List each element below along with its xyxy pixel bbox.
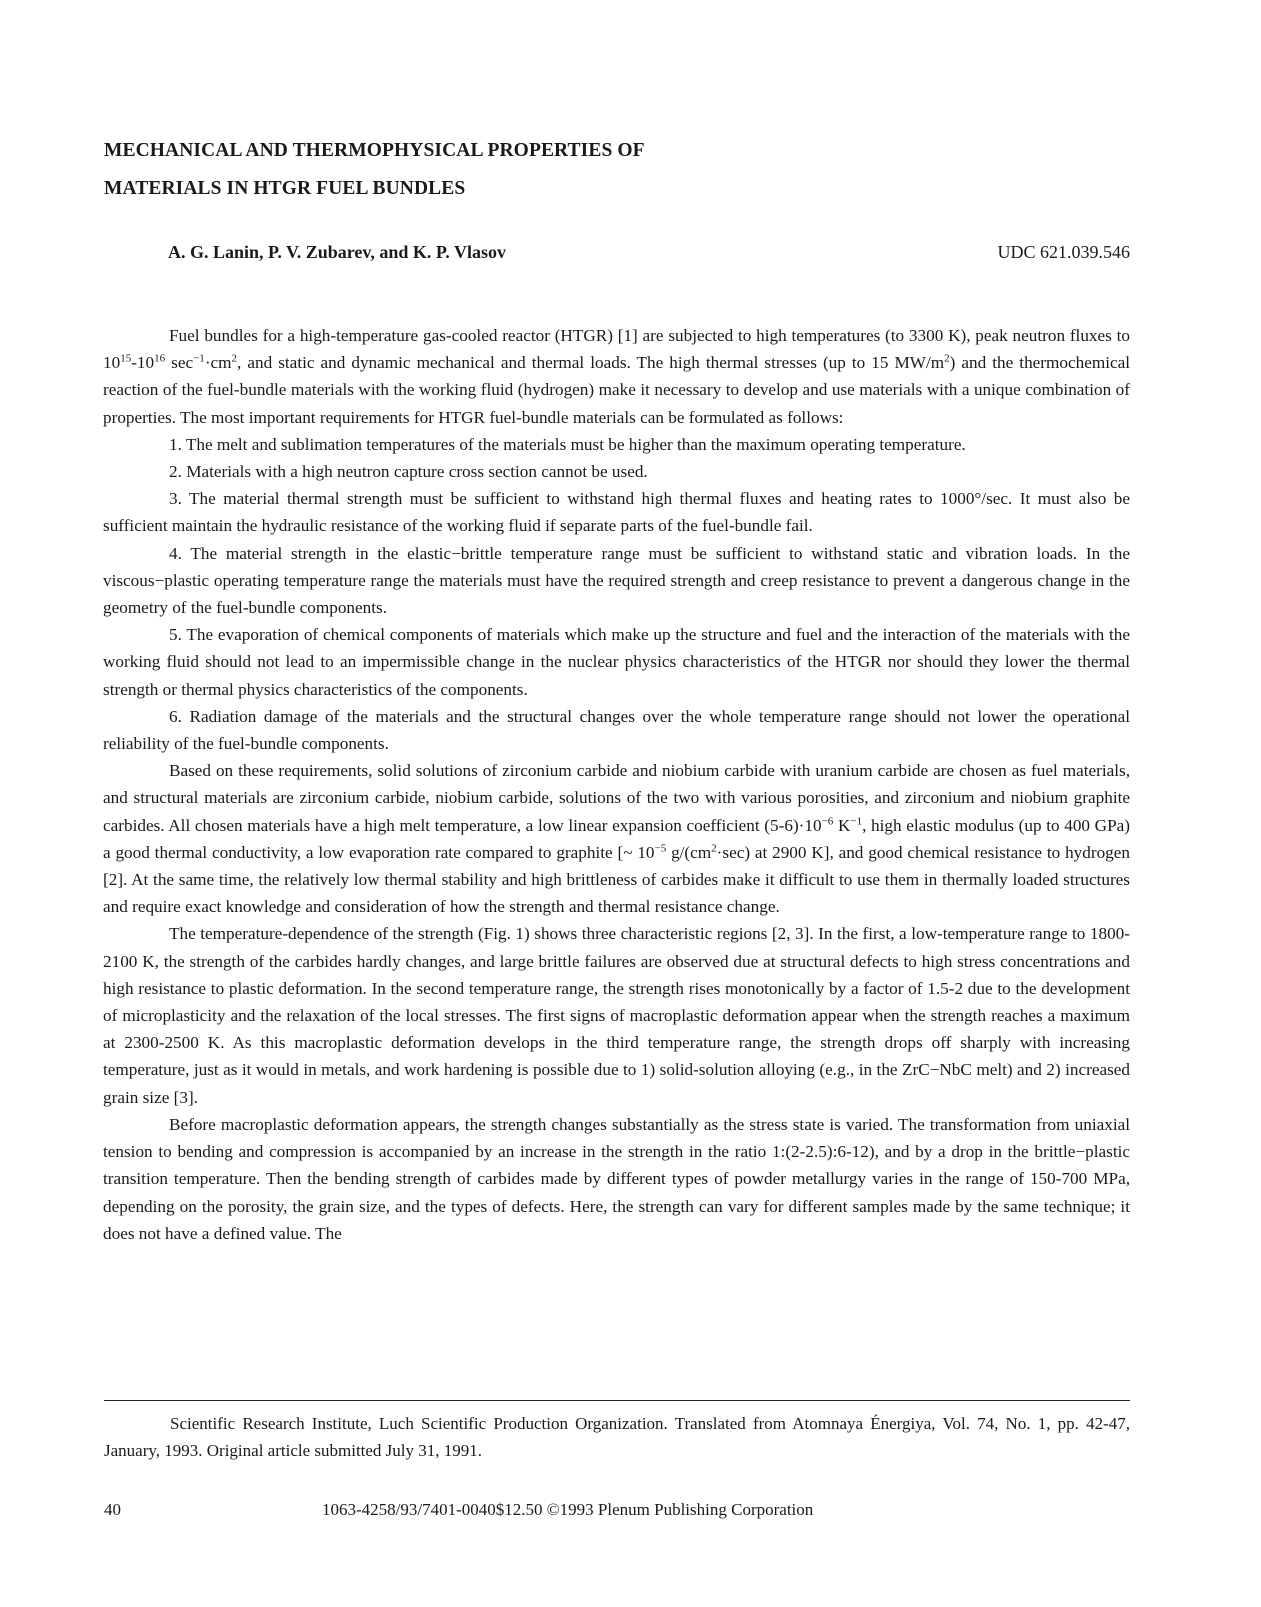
requirement-6: 6. Radiation damage of the materials and the structural changes over the whole temperature range should not lower the operational reliability of the fuel-bundle components. xyxy=(103,706,1130,754)
title-line-1: MECHANICAL AND THERMOPHYSICAL PROPERTIES OF xyxy=(104,140,645,161)
footnote-text: Scientific Research Institute, Luch Scientific Production Organization. Translated from Atomnaya Énergiya, Vol. 74, No. 1, pp. 42-47, January, 1993. Original article submitted July 31, 1991. xyxy=(104,1414,1130,1460)
article-title xyxy=(104,132,864,208)
paragraph-temperature-dependence: The temperature-dependence of the strength (Fig. 1) shows three characteristic regions [2, 3]. In the first, a low-temperature range to 1800-2100 K, the strength of the carbides hardly changes, and large brittle failures are observed due at structural defects to high stress concentrations and high resistance to plastic deformation. In the second temperature range, the strength rises monotonically by a factor of 1.5-2 due to the development of microplasticity and the relaxation of the local stresses. The first signs of macroplastic deformation appear when the strength reaches a maximum at 2300-2500 K. As this macroplastic deformation develops in the third temperature range, the strength drops off sharply with increasing temperature, just as it would in metals, and work hardening is possible due to 1) solid-solution alloying (e.g., in the ZrC−NbC melt) and 2) increased grain size [3]. xyxy=(103,924,1130,1107)
requirement-3: 3. The material thermal strength must be sufficient to withstand high thermal fluxes and heating rates to 1000°/sec. It must also be sufficient maintain the hydraulic resistance of the working fluid if separate parts of the fuel-bundle fail. xyxy=(103,489,1130,536)
requirement-5: 5. The evaporation of chemical components of materials which make up the structure and fuel and the interaction of the materials with the working fluid should not lead to an impermissible change in the nuclear physics characteristics of the HTGR nor should they lower the thermal strength or thermal physics characteristics of the components. xyxy=(103,625,1130,699)
paragraph-materials: Based on these requirements, solid solutions of zirconium carbide and niobium carbide with uranium carbide are chosen as fuel materials, and structural materials are zirconium carbide, niobium carbide, solutions of the two with various porosities, and zirconium and niobium graphite carbides. All chosen materials have a high melt temperature, a low linear expansion coefficient $(5-6)\cdot 10^{-6}$ $K^{-1}$, high elastic modulus (up to 400 GPa) a good thermal conductivity, a low evaporation rate compared to graphite [~ $10^{-5}$ $g/(cm^2\cdot\sec)$ at 2900 K], and good chemical resistance to hydrogen [2]. At the same time, the relatively low thermal stability and high brittleness of carbides make it difficult to use them in thermally loaded structures and require exact knowledge and consideration of how the strength and thermal resistance change. xyxy=(103,761,1130,917)
paragraph-stress-state: Before macroplastic deformation appears, the strength changes substantially as the stress state is varied. The transformation from uniaxial tension to bending and compression is accompanied by an increase in the strength in the ratio 1:(2-2.5):6-12), and by a drop in the brittle−plastic transition temperature. Then the bending strength of carbides made by different types of powder metallurgy varies in the range of 150-700 MPa, depending on the porosity, the grain size, and the types of defects. Here, the strength can vary for different samples made by the same technique; it does not have a defined value. The xyxy=(103,1114,1130,1243)
article-body xyxy=(103,322,1130,1247)
copyright-line: 1063-4258/93/7401-0040$12.50 ©1993 Plenum Publishing Corporation xyxy=(322,1500,814,1519)
page-number: 40 xyxy=(104,1500,121,1519)
requirement-1: 1. The melt and sublimation temperatures of the materials must be higher than the maximum operating temperature. xyxy=(169,434,966,454)
footnote xyxy=(104,1410,1130,1464)
paragraph-intro: Fuel bundles for a high-temperature gas-cooled reactor (HTGR) [1] are subjected to high temperatures (to 3300 K), peak neutron fluxes to $10^{15}-10^{16}$ $\sec^{-1}\cdot cm^2$, and static and dynamic mechanical and thermal loads. The high thermal stresses (up to 15 $MW/m^2$) and the thermochemical reaction of the fuel-bundle materials with the working fluid (hydrogen) make it necessary to develop and use materials with a unique combination of properties. The most important requirements for HTGR fuel-bundle materials can be formulated as follows: xyxy=(103,326,1130,427)
requirement-4: 4. The material strength in the elastic−brittle temperature range must be sufficient to withstand static and vibration loads. In the viscous−plastic operating temperature range the materials must have the required strength and creep resistance to prevent a dangerous change in the geometry of the fuel-bundle components. xyxy=(103,543,1130,618)
footnote-divider xyxy=(104,1400,1130,1401)
author-list: A. G. Lanin, P. V. Zubarev, and K. P. Vlasov xyxy=(168,242,506,262)
title-line-2: MATERIALS IN HTGR FUEL BUNDLES xyxy=(104,178,466,199)
udc-code: UDC 621.039.546 xyxy=(997,242,1130,262)
requirement-2: 2. Materials with a high neutron capture cross section cannot be used. xyxy=(169,462,648,482)
